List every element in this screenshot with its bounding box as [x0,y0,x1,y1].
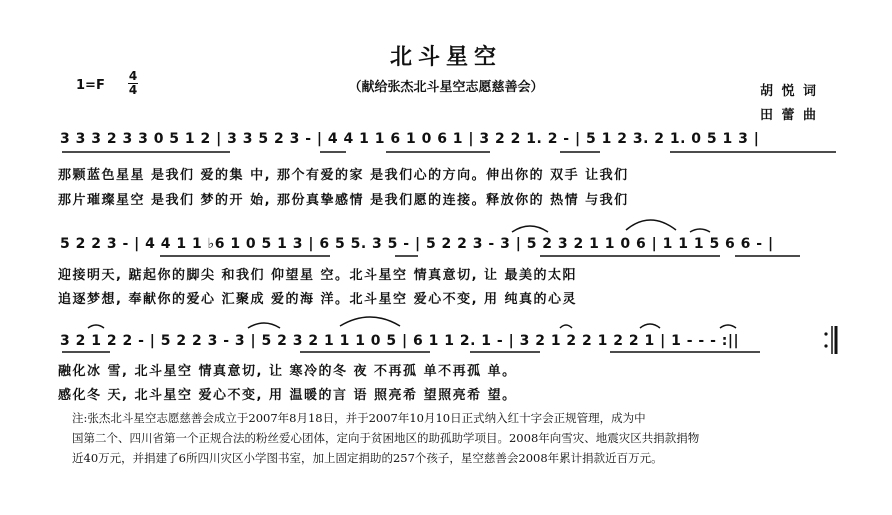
score-line-3-verse-2: 感化冬 天, 北斗星空 爱心不变, 用 温暖的言 语 照亮希 望照亮希 望。 [58,388,517,403]
score-line-1-verse-1: 那颗蓝色星星 是我们 爱的集 中, 那个有爱的家 是我们心的方向。伸出你的 双手 让我们 [58,168,629,183]
footnote-line-1: 注:张杰北斗星空志愿慈善会成立于2007年8月18日，并于2007年10月10日正式纳入红十字会正规管理，成为中 [72,411,646,425]
dedication-subtitle: （献给张杰北斗星空志愿慈善会） [348,80,544,95]
score-line-1-verse-2: 那片璀璨星空 是我们 梦的开 始, 那份真挚感情 是我们愿的连接。释放你的 热情 与我们 [58,193,629,208]
score-line-1-notes: 3 3 3 2 3 3 0 5 1 2 | 3 3 5 2 3 - | 4 4 1 1 6 1 0 6 1 | 3 2 2 1. 2 - | 5 1 2 3. 2 1. 0 5 1 3 | [60,131,760,147]
score-line-3-verse-1: 融化冰 雪, 北斗星空 情真意切, 让 寒冷的冬 夜 不再孤 单不再孤 单。 [58,364,517,379]
score-line-2-notes: 5 2 2 3 - | 4 4 1 1 ♭6 1 0 5 1 3 | 6 5 5. 3 5 - | 5 2 2 3 - 3 | 5 2 3 2 1 1 0 6 | 1 1 1 5 6 6 - | [60,236,774,252]
footnote-line-3: 近40万元，并捐建了6所四川灾区小学图书室，加上固定捐助的257个孩子，星空慈善会2008年累计捐款近百万元。 [72,451,663,465]
song-title: 北斗星空 [389,45,502,70]
lyricist-credit: 胡 悦 词 [760,84,819,99]
footnote-line-2: 国第二个、四川省第一个正规合法的粉丝爱心团体，定向于贫困地区的助孤助学项目。2008年向雪灾、地震灾区共捐款捐物 [72,431,700,445]
composer-credit: 田 蕾 曲 [760,108,819,123]
footnote [72,408,872,468]
time-signature-top: 4 [128,69,138,83]
key-signature: 1=F [76,78,105,93]
time-signature-bottom: 4 [128,83,138,97]
score-line-3-notes: 3 2 1 2 2 - | 5 2 2 3 - 3 | 5 2 3 2 1 1 1 0 5 | 6 1 1 2. 1 - | 3 2 1 2 2 1 2 2 1 | 1 - - - :|| [60,333,740,349]
score-line-2-verse-1: 迎接明天, 踮起你的脚尖 和我们 仰望星 空。北斗星空 情真意切, 让 最美的太阳 [58,268,578,283]
score-line-2-verse-2: 追逐梦想, 奉献你的爱心 汇聚成 爱的海 洋。北斗星空 爱心不变, 用 纯真的心灵 [58,292,578,307]
